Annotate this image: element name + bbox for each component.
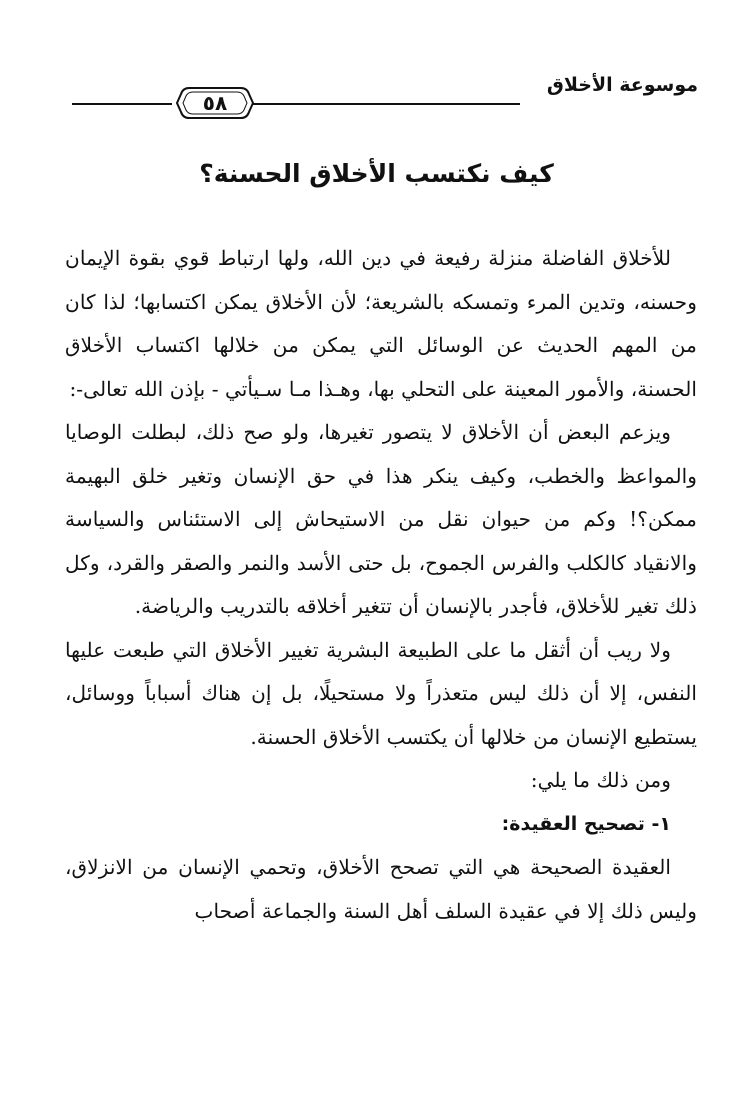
paragraph-claim: ويزعم البعض أن الأخلاق لا يتصور تغيرها، ولو صح ذلك، لبطلت الوصايا والمواعظ والخطب، وكيف ينكر هذا في حق الإنسان وتغير خلق البهيمة ممكن؟! وكم من حيوان نقل من الاستيحاش إلى الاستئناس والسياسة والانقياد كالكلب والفرس الجموح، بل حتى الأسد والنمر والصقر والقرد، وكل ذلك تغير للأخلاق، فأجدر بالإنسان أن تتغير أخلاقه بالتدريب والرياضة.	[65, 420, 697, 618]
running-header	[72, 70, 698, 120]
paragraph-means: ولا ريب أن أثقل ما على الطبيعة البشرية تغيير الأخلاق التي طبعت عليها النفس، إلا أن ذلك ليس متعذراً ولا مستحيلًا، بل إن هناك أسباباً ووسائل، يستطيع الإنسان من خلالها أن يكتسب الأخلاق الحسنة.	[65, 637, 697, 749]
book-title: موسوعة الأخلاق	[546, 74, 698, 96]
section-heading: كيف نكتسب الأخلاق الحسنة؟	[199, 159, 554, 188]
subsection-heading	[65, 803, 697, 847]
paragraph-intro: للأخلاق الفاضلة منزلة رفيعة في دين الله، ولها ارتباط قوي بقوة الإيمان وحسنه، وتدين المرء وتمسكه بالشريعة؛ لأن الأخلاق يمكن اكتسابها؛ لذا كان من المهم الحديث عن الوسائل التي يمكن من خلالها اكتساب الأخلاق الحسنة، والأمور المعينة على التحلي بها، وهـذا مـا سـيأتي - بإذن الله تعالى-:	[65, 246, 697, 401]
header-rule-right	[252, 103, 520, 105]
page-number: ٥٨	[202, 91, 228, 115]
paragraph-lead-in: ومن ذلك ما يلي:	[530, 768, 671, 792]
subsection-number: ١-	[651, 812, 671, 835]
page-number-badge	[175, 84, 255, 122]
paragraph-creed: العقيدة الصحيحة هي التي تصحح الأخلاق، وتحمي الإنسان من الانزلاق، وليس ذلك إلا في عقيدة السلف أهل السنة والجماعة أصحاب	[65, 855, 697, 923]
subsection-title: تصحيح العقيدة:	[501, 812, 645, 835]
body-text	[65, 237, 697, 933]
header-rule-left	[72, 103, 172, 105]
